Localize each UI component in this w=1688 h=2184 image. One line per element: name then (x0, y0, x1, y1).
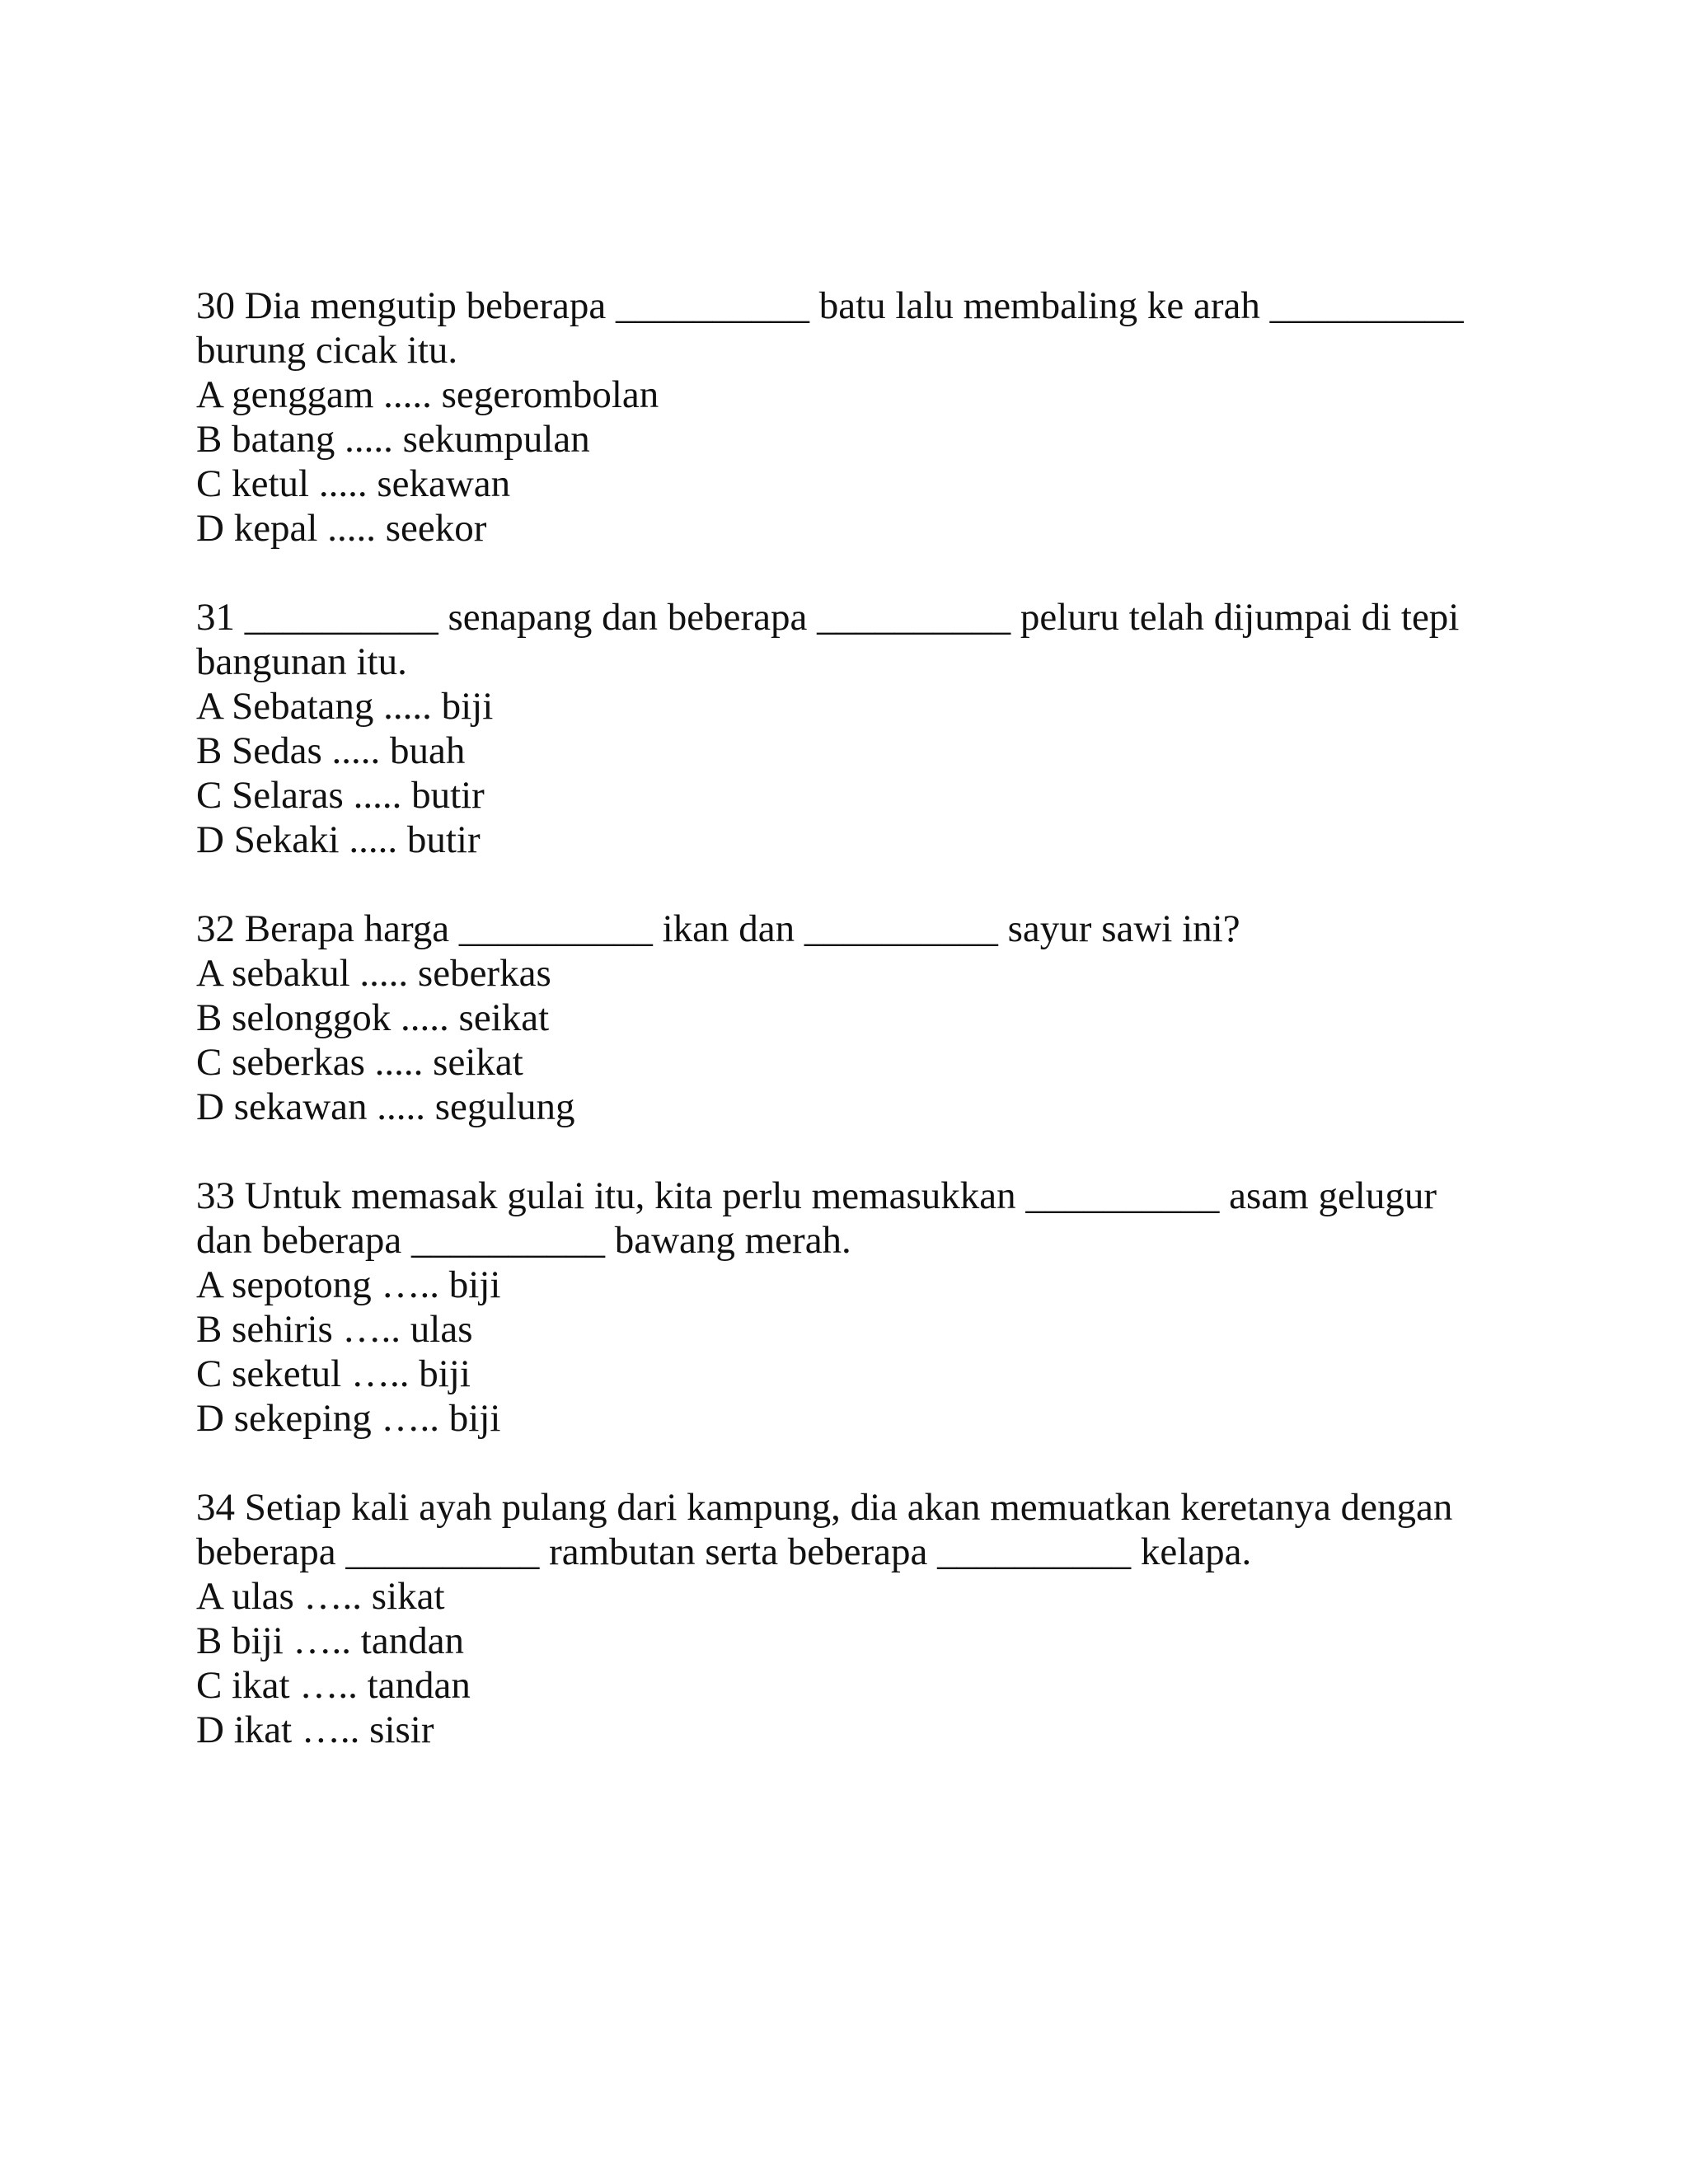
answer-option-d: D sekawan ..... segulung (196, 1085, 575, 1128)
answer-option-b: B Sedas ..... buah (196, 729, 466, 772)
answer-option-d: D ikat ….. sisir (196, 1708, 434, 1751)
question-30 (196, 284, 1482, 551)
question-stem-line: 33 Untuk memasak gulai itu, kita perlu memasukkan __________ asam gelugur (196, 1174, 1437, 1217)
answer-option-b: B selonggok ..... seikat (196, 996, 550, 1039)
answer-option-a: A sepotong ….. biji (196, 1263, 501, 1306)
question-stem-line: bangunan itu. (196, 640, 407, 683)
answer-option-c: C Selaras ..... butir (196, 774, 485, 817)
question-stem-line: 30 Dia mengutip beberapa __________ batu lalu membaling ke arah __________ (196, 284, 1464, 327)
answer-option-a: A ulas ….. sikat (196, 1575, 445, 1618)
answer-option-c: C seketul ….. biji (196, 1352, 471, 1395)
question-stem-line: burung cicak itu. (196, 329, 458, 372)
question-sheet (196, 284, 1482, 1797)
answer-option-d: D Sekaki ..... butir (196, 818, 481, 861)
question-31 (196, 595, 1482, 862)
answer-option-d: D kepal ..... seekor (196, 507, 487, 550)
answer-option-a: A sebakul ..... seberkas (196, 952, 551, 995)
question-34 (196, 1485, 1482, 1752)
question-stem-line: 34 Setiap kali ayah pulang dari kampung, dia akan memuatkan keretanya dengan (196, 1486, 1453, 1529)
answer-option-d: D sekeping ….. biji (196, 1397, 501, 1440)
answer-option-b: B batang ..... sekumpulan (196, 418, 590, 461)
answer-option-b: B sehiris ….. ulas (196, 1308, 473, 1351)
answer-option-b: B biji ….. tandan (196, 1619, 465, 1662)
answer-option-c: C seberkas ..... seikat (196, 1041, 523, 1084)
question-stem-line: dan beberapa __________ bawang merah. (196, 1219, 851, 1262)
question-stem-line: 32 Berapa harga __________ ikan dan __________ sayur sawi ini? (196, 907, 1240, 950)
answer-option-a: A genggam ..... segerombolan (196, 373, 659, 416)
question-stem-line: 31 __________ senapang dan beberapa __________ peluru telah dijumpai di tepi (196, 596, 1460, 639)
answer-option-a: A Sebatang ..... biji (196, 685, 494, 728)
answer-option-c: C ketul ..... sekawan (196, 462, 511, 505)
question-32 (196, 907, 1482, 1129)
question-33 (196, 1174, 1482, 1441)
question-stem-line: beberapa __________ rambutan serta beberapa __________ kelapa. (196, 1530, 1252, 1573)
answer-option-c: C ikat ….. tandan (196, 1664, 471, 1707)
